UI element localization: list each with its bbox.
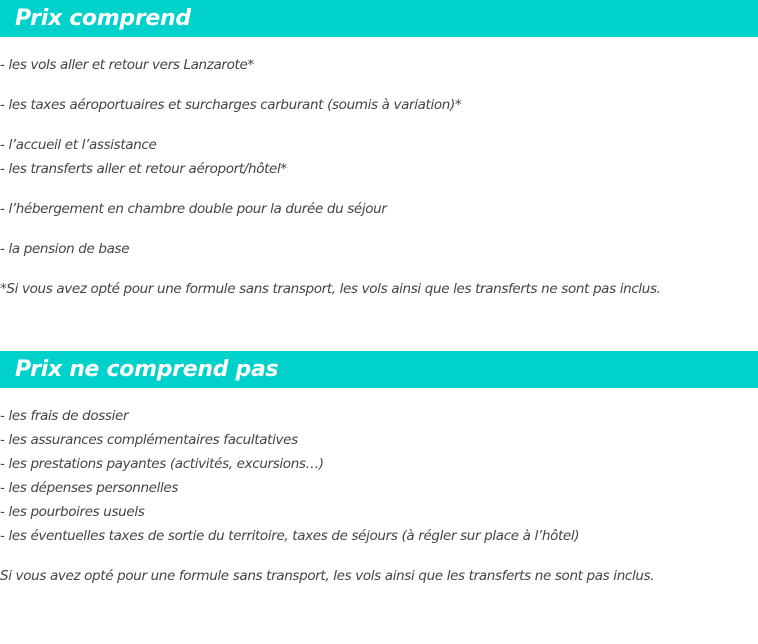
list-item: - les vols aller et retour vers Lanzarote* bbox=[0, 57, 254, 73]
footnote: Si vous avez opté pour une formule sans transport, les vols ainsi que les transferts ne sont pas inclus. bbox=[0, 568, 655, 584]
section-header-not-included: Prix ne comprend pas bbox=[0, 351, 758, 388]
list-item: - les assurances complémentaires facultatives bbox=[0, 432, 298, 448]
footnote: *Si vous avez opté pour une formule sans transport, les vols ainsi que les transferts ne sont pas inclus. bbox=[0, 281, 661, 297]
list-item: - les pourboires usuels bbox=[0, 504, 145, 520]
list-item: - les éventuelles taxes de sortie du territoire, taxes de séjours (à régler sur place à l’hôtel) bbox=[0, 528, 580, 544]
list-item: - l’hébergement en chambre double pour la durée du séjour bbox=[0, 201, 387, 217]
list-item: - les prestations payantes (activités, excursions…) bbox=[0, 456, 324, 472]
list-item: - les frais de dossier bbox=[0, 408, 129, 424]
list-item: - les taxes aéroportuaires et surcharges carburant (soumis à variation)* bbox=[0, 97, 462, 113]
list-item: - les dépenses personnelles bbox=[0, 480, 179, 496]
list-item: - les transferts aller et retour aéroport/hôtel* bbox=[0, 161, 287, 177]
section-header-included: Prix comprend bbox=[0, 0, 758, 37]
list-item: - l’accueil et l’assistance bbox=[0, 137, 157, 153]
list-item: - la pension de base bbox=[0, 241, 130, 257]
